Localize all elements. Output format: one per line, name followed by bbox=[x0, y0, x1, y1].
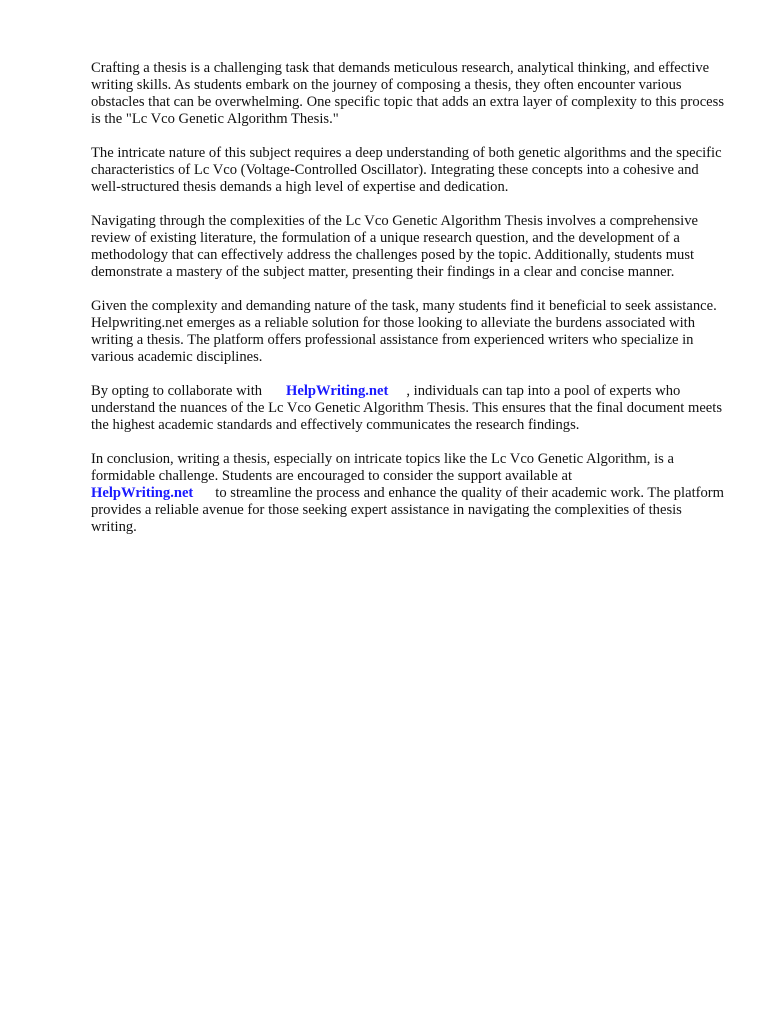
helpwriting-link[interactable]: HelpWriting.net bbox=[286, 383, 389, 399]
document-body bbox=[91, 60, 731, 553]
paragraph-4: Given the complexity and demanding nature of the task, many students find it beneficial to seek assistance. Helpwriting.net emerges as a reliable solution for those looking to alleviate the burdens associated with writing a thesis. The platform offers professional assistance from experienced writers who specialize in various academic disciplines. bbox=[91, 298, 717, 365]
paragraph-6-trailing-text: to streamline the process and enhance the quality of their academic work. The platform provides a reliable avenue for those seeking expert assistance in navigating the complexities of thesis writing. bbox=[91, 485, 724, 535]
paragraph-6 bbox=[91, 451, 731, 536]
paragraph-5-trailing-text: , individuals can tap into a pool of experts who understand the nuances of the Lc Vco Genetic Algorithm Thesis. This ensures that the final document meets the highest academic standards and effectively communicates the research findings. bbox=[91, 383, 723, 433]
paragraph-2: The intricate nature of this subject requires a deep understanding of both genetic algorithms and the specific characteristics of Lc Vco (Voltage-Controlled Oscillator). Integrating these concepts into a cohesive and well-structured thesis demands a high level of expertise and dedication. bbox=[91, 145, 722, 195]
paragraph-5 bbox=[91, 383, 731, 434]
paragraph-6-lead-text: In conclusion, writing a thesis, especially on intricate topics like the Lc Vco Genetic Algorithm, is a formidable challenge. Students are encouraged to consider the support available at bbox=[91, 451, 674, 484]
helpwriting-link-conclusion[interactable]: HelpWriting.net bbox=[91, 485, 194, 501]
paragraph-3: Navigating through the complexities of the Lc Vco Genetic Algorithm Thesis involves a comprehensive review of existing literature, the formulation of a unique research question, and the development of a methodology that can effectively address the challenges posed by the topic. Additionally, students must demonstrate a mastery of the subject matter, presenting their findings in a clear and concise manner. bbox=[91, 213, 698, 280]
paragraph-5-lead-text: By opting to collaborate with bbox=[91, 383, 263, 399]
paragraph-1: Crafting a thesis is a challenging task that demands meticulous research, analytical thinking, and effective writing skills. As students embark on the journey of composing a thesis, they often encounter various obstacles that can be overwhelming. One specific topic that adds an extra layer of complexity to this process is the "Lc Vco Genetic Algorithm Thesis." bbox=[91, 60, 725, 127]
